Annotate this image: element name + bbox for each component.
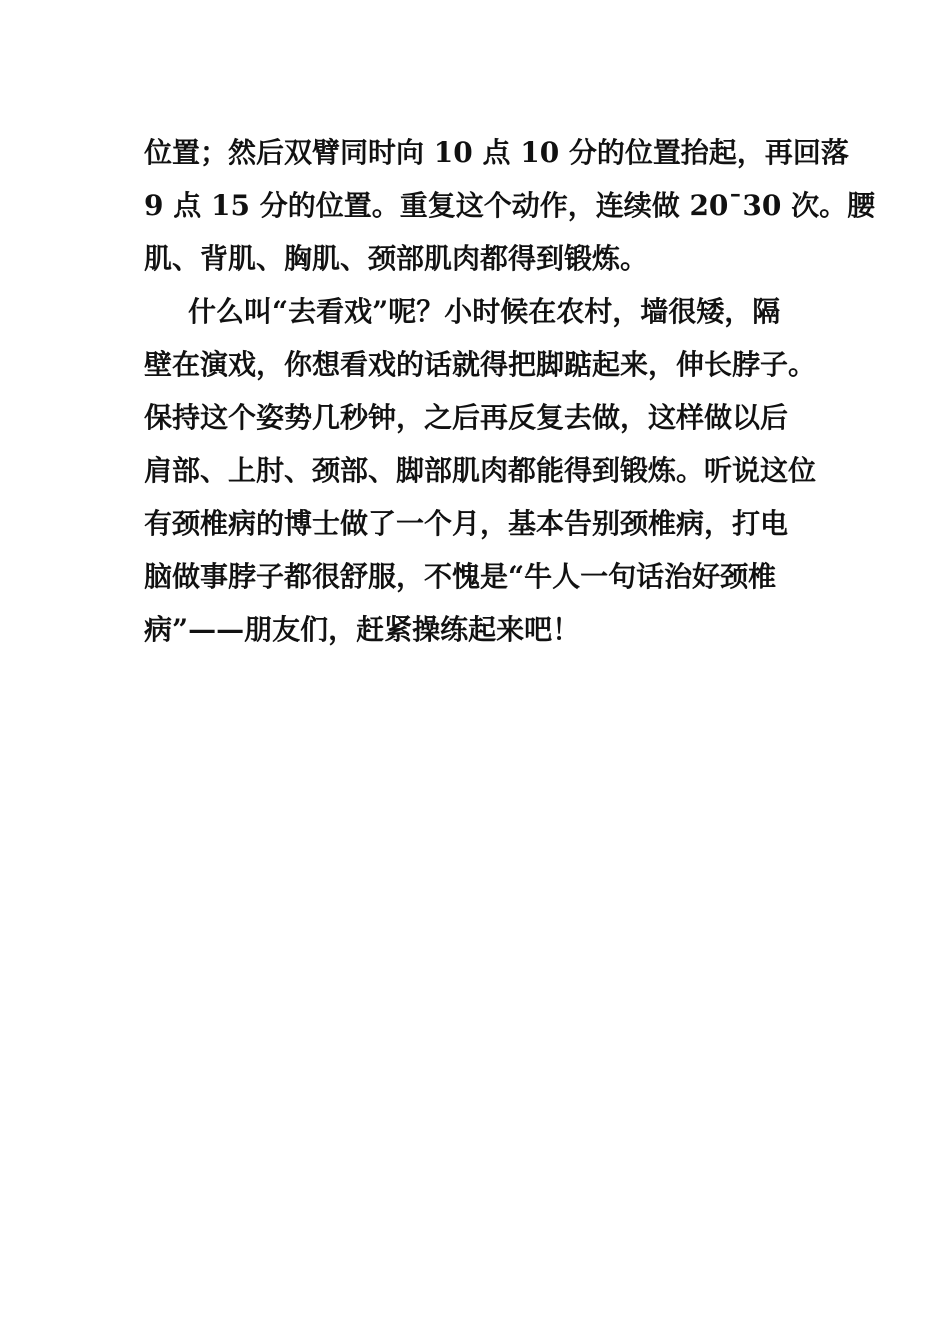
text-line: 病”——朋友们，赶紧操练起来吧！: [144, 613, 581, 646]
body-text: [144, 126, 876, 656]
text-line: 有颈椎病的博士做了一个月，基本告别颈椎病，打电: [144, 507, 789, 540]
paragraph-first-line: 什么叫“去看戏”呢？小时候在农村，墙很矮，隔: [188, 295, 781, 328]
text-line: 保持这个姿势几秒钟，之后再反复去做，这样做以后: [144, 401, 789, 434]
text-line: 肩部、上肘、颈部、脚部肌肉都能得到锻炼。听说这位: [144, 454, 817, 487]
text-line: 9 点 15 分的位置。重复这个动作，连续做 20¯30 次。腰: [144, 189, 876, 222]
text-line: 位置；然后双臂同时向 10 点 10 分的位置抬起，再回落: [144, 136, 849, 169]
text-line: 壁在演戏，你想看戏的话就得把脚踮起来，伸长脖子。: [144, 348, 817, 381]
text-line: 肌、背肌、胸肌、颈部肌肉都得到锻炼。: [144, 242, 649, 275]
text-line: 脑做事脖子都很舒服，不愧是“牛人一句话治好颈椎: [144, 560, 777, 593]
